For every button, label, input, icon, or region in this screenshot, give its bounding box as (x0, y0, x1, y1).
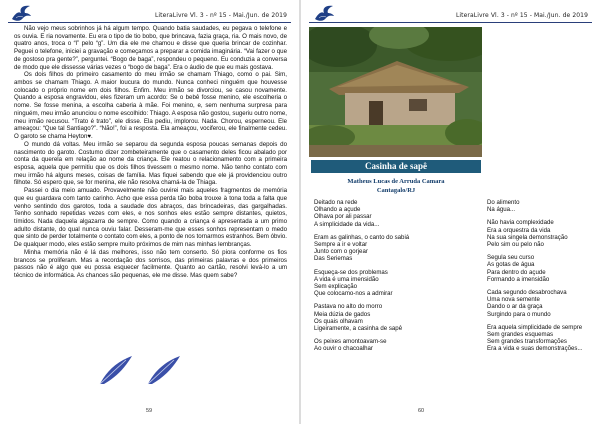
poem-line: Cada segundo desabrochava (487, 289, 567, 297)
stanza (314, 269, 454, 298)
author-city: Cantagalo/RJ (376, 187, 416, 194)
poem-line: Meia dúzia de gados (314, 310, 371, 318)
paragraph: O mundo dá voltas. Meu irmão se separou da segunda esposa poucas semanas depois do nascimento do garoto. Costumo dizer zombeteiramente que o casamento deles ficou abalado por conta da querela em relação ao nome da criança. Ele reatou o relacionamento com a primeira esposa, aquela que permitiu que os dois filhos tivessem o mesmo nome. Não tenho contato com meu irmão há alguns meses, coisas de família. Mas fiquei sabendo que ele já providenciou outro filhote. Só espero que, se for menina, ele não resolva chamá-la de Thiaga. (14, 140, 287, 187)
page-number: 60 (418, 408, 425, 414)
left-page (0, 0, 299, 424)
dove-logo-icon (313, 4, 335, 24)
poem-line: Sempre a ir e voltar (314, 241, 368, 249)
poem-line: Deitado na rede (314, 199, 358, 206)
stanza (314, 338, 454, 352)
stanza (487, 219, 597, 248)
poem-line: Sem explicação (314, 283, 358, 291)
poem-line: Surgindo para o mundo (487, 310, 551, 318)
header-rule (8, 22, 291, 23)
poem-line: Olhava por ali passar (314, 213, 372, 221)
poem-column-left (314, 199, 454, 359)
poem-line: Os quais olhavam (314, 317, 363, 325)
poem-line: Esqueça-se dos problemas (314, 268, 388, 276)
page-header (301, 4, 600, 26)
stanza (487, 254, 597, 283)
header-text: LiteraLivre Vl. 3 - nº 15 - Mai./Jun. de 2019 (154, 12, 287, 19)
poem-line: A vida é uma imensidão (314, 275, 379, 283)
poem-line: Era a vida e suas demonstrações... (487, 345, 583, 353)
thatched-house-photo (309, 27, 482, 157)
page-number: 59 (146, 408, 153, 414)
poem-line: Era a orquestra da vida (487, 226, 551, 234)
header-text: LiteraLivre Vl. 3 - nº 15 - Mai./Jun. de 2019 (455, 12, 588, 19)
poem-line: Das Seriemas (314, 255, 353, 263)
stanza (487, 289, 597, 318)
poem-line: Ligeiramente, a casinha de sapê (314, 325, 403, 333)
poem-line: Sem grandes transformações (487, 338, 567, 346)
stanza (314, 303, 454, 332)
stanza (487, 199, 597, 213)
page-header (0, 4, 299, 26)
poem-line: Junto com o gorjear (314, 248, 368, 256)
poem-title: Casinha de sapê (311, 160, 481, 173)
poem-line: Olhando a açude (314, 206, 361, 214)
poem-line: Pelo sim ou pelo não (487, 241, 544, 249)
poem-line: A simplicidade da vida... (314, 220, 380, 228)
poem-line: Na sua singela demonstração (487, 233, 568, 241)
stanza (487, 324, 597, 353)
author-name: Matheus Lucas de Arruda Camara (347, 178, 445, 185)
poem-line: Na água... (487, 206, 516, 214)
poem-column-right (487, 199, 597, 359)
poem-line: Pastava no alto do morro (314, 303, 383, 311)
header-rule (309, 22, 592, 23)
poem-line: Sem grandes esquemas (487, 331, 554, 339)
quill-feathers-icon (86, 354, 196, 388)
poem-line: Ao ouvir o chacoalhar (314, 345, 373, 353)
paragraph: Passei o dia meio amuado. Provavelmente não ouvirei mais aqueles fragmentos de memória que eu guardava com tanto carinho. Acho que essa perda tão boba trouxe à tona toda a falta que venho sentindo dos garotos, toda a saudade dos abraços, das brincadeiras, das gargalhadas. Tenho sonhado repetidas vezes com eles, e nos sonhos eles estão sempre distantes, quietos, tímidos. Nada daquela algazarra de sempre. Como quando a criança é apresentada a um primo adulto distante, do qual nunca ouviu falar. Desseram-me que esses sonhos representam o medo que sinto de perder totalmente o contato com eles, a ponto de nos tornarmos estranhos. Bem óbvio. De qualquer modo, eles estão sempre muito próximos de mim nas minhas lembranças. (14, 187, 287, 249)
story-text (14, 25, 287, 280)
stanza (314, 234, 454, 263)
dove-logo-icon (10, 4, 32, 24)
right-page (301, 0, 600, 424)
poem-line: Os peixes amontoavam-se (314, 338, 387, 346)
poem-line: Era aquela simplicidade de sempre (487, 323, 583, 331)
poem-line: Para dentro do açude (487, 268, 546, 276)
poem-line: Que colocamo-nos a admirar (314, 290, 393, 298)
poem-line: As gotas de água (487, 261, 535, 269)
poem-line: Segula seu curso (487, 254, 535, 262)
stanza (314, 199, 454, 228)
poem-line: Formando a imensidão (487, 275, 550, 283)
paragraph: Minha memória não é lá das melhores, isso não tem conserto. Só piora conforme os fios brancos se proliferam. Mas a recordação dos sorrisos, das primeiras palavras e dos primeiros passos não é algo que eu possa esquecer facilmente. Quanto ao cartão, resolvi levá-lo a um técnico de informática. As chances são pequenas, ele me disse. Mas quem sabe? (14, 248, 287, 279)
poem-line: Do alimento (487, 199, 520, 206)
paragraph: Não vejo meus sobrinhos já há algum tempo. Quando batia saudades, eu pegava o telefone e os ouvia. E ria novamente. Eu era o tipo de tio bobo, que brincava, fazia graça, ria. O mais novo, de quatro anos, troca o “l” pelo “g”. Um dia ele me chamou e disse que queria brincar de cozinhar. Peguei o telefone, iniciei a gravação e começamos a preparar a comida imaginária. “Vai fazer o que de gostoso pra gente?”, perguntei. “Bogo de baga”, respondeu o pequeno. Eu conduzia a conversa de modo que ele dissesse várias vezes o “bogo de baga”. Era o áudio de que eu mais gostava. (14, 25, 287, 71)
poem-line: Dando o ar da graça (487, 303, 543, 311)
poem-line: Uma nova semente (487, 296, 540, 304)
poem-line: Não havia complexidade (487, 219, 554, 227)
poem-line: Eram as galinhas, o canto do sabiá (314, 233, 410, 241)
paragraph: Os dois filhos do primeiro casamento do meu irmão se chamam Thiago, como o pai. Sim, ambos se chamam Thiago. A maior loucura do mundo. Nunca conheci ninguém que houvesse colocado o próprio nome em dois filhos. Enfim. Meu irmão se divorciou, se casou novamente. Quando a esposa engravidou, eles fizeram um acordo: Se o bebê fosse menino, ele escolheria o nome. Se fosse menina, a escolha caberia à mãe. Foi menino, e, sem nenhuma surpresa para ninguém, meu irmão anunciou o nome escolhido: Thiago. A esposa não gostou, sugeriu outro nome, meu irmão recusou. “Trato é trato”, ele disse. Ela pediu, implorou. Nada. Chorou, esperneou. Ele ameaçou: “Que tal Santiago?”. “Não!”, foi a resposta. Ela ameaçou, vociferou, ele finalmente cedeu. O garoto se chama Heyton♥. (14, 71, 287, 141)
